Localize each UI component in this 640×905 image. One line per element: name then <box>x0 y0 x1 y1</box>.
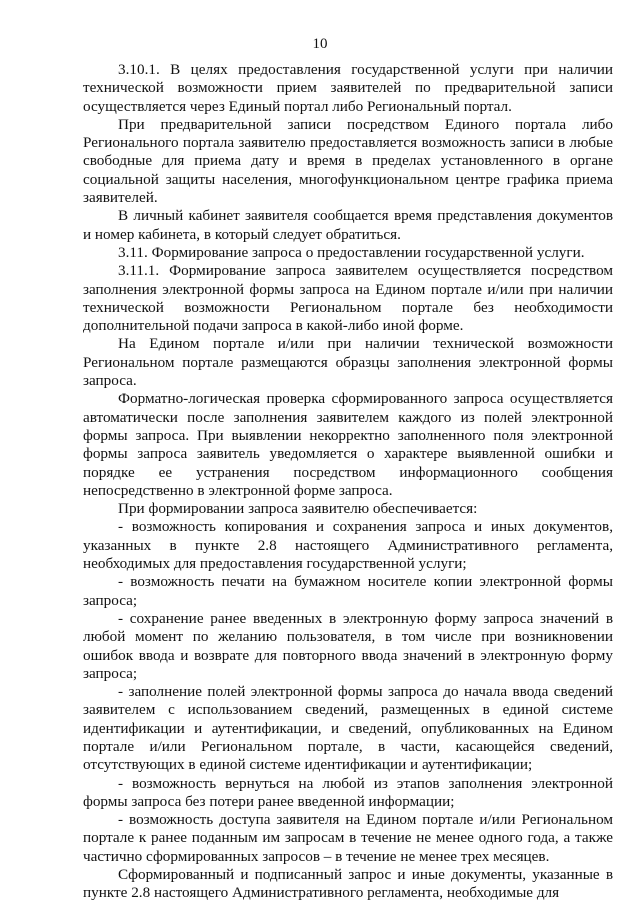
page-number: 10 <box>312 36 328 52</box>
list-item-print: - возможность печати на бумажном носителе копии электронной формы запроса; <box>83 573 613 609</box>
paragraph-form-samples: На Едином портале и/или при наличии технической возможности Региональном портале размещаются образцы заполнения электронной формы запроса. <box>83 335 613 390</box>
paragraph-preliminary-record: При предварительной записи посредством Единого портала либо Регионального портала заявителю предоставляется возможность записи в любые свободные для приема дату и время в пределах установленного в органе социальной защиты населения, многофункциональном центре графика приема заявителей. <box>83 115 613 207</box>
paragraph-3-10-1: 3.10.1. В целях предоставления государственной услуги при наличии технической возможности прием заявителей по предварительной записи осуществляется через Единый портал либо Региональный портал. <box>83 61 613 115</box>
list-item-return-to-step: - возможность вернуться на любой из этапов заполнения электронной формы запроса без потери ранее введенной информации; <box>83 774 613 810</box>
document-body <box>83 61 613 903</box>
paragraph-personal-account: В личный кабинет заявителя сообщается время представления документов и номер кабинета, в который следует обратиться. <box>83 207 613 243</box>
section-heading-3-11: 3.11. Формирование запроса о предоставлении государственной услуги. <box>118 243 585 261</box>
list-item-prefill-fields: - заполнение полей электронной формы запроса до начала ввода сведений заявителем с использованием сведений, размещенных в единой системе идентификации и аутентификации, и сведений, опубликованных на Едином портале и/или Региональном портале, в части, касающейся сведений, отсутствующих в единой системе идентификации и аутентификации; <box>83 683 613 774</box>
paragraph-3-11-1: 3.11.1. Формирование запроса заявителем осуществляется посредством заполнения электронной формы запроса на Едином портале и/или при наличии технической возможности Региональном портале без необходимости дополнительной подачи запроса в какой-либо иной форме. <box>83 262 613 335</box>
list-item-access-previous: - возможность доступа заявителя на Едином портале и/или Региональном портале к ранее поданным им запросам в течение не менее одного года, а также частично сформированных запросов – в течение не менее трех месяцев. <box>83 811 613 865</box>
list-item-copy-save: - возможность копирования и сохранения запроса и иных документов, указанных в пункте 2.8 настоящего Административного регламента, необходимых для предоставления государственной услуги; <box>83 518 613 573</box>
list-item-save-values: - сохранение ранее введенных в электронную форму запроса значений в любой момент по желанию пользователя, в том числе при возникновении ошибок ввода и возврате для повторного ввода значений в электронную форму запроса; <box>83 609 613 682</box>
paragraph-provided-capabilities: При формировании запроса заявителю обеспечивается: <box>118 500 478 518</box>
paragraph-format-logic-check: Форматно-логическая проверка сформированного запроса осуществляется автоматически после заполнения заявителем каждого из полей электронной формы запроса. При выявлении некорректно заполненного поля электронной формы запроса заявитель уведомляется о характере выявленной ошибки и порядке ее устранения посредством информационного сообщения непосредственно в электронной форме запроса. <box>83 390 613 499</box>
paragraph-signed-request: Сформированный и подписанный запрос и иные документы, указанные в пункте 2.8 настоящего Административного регламента, необходимые для <box>83 866 613 902</box>
